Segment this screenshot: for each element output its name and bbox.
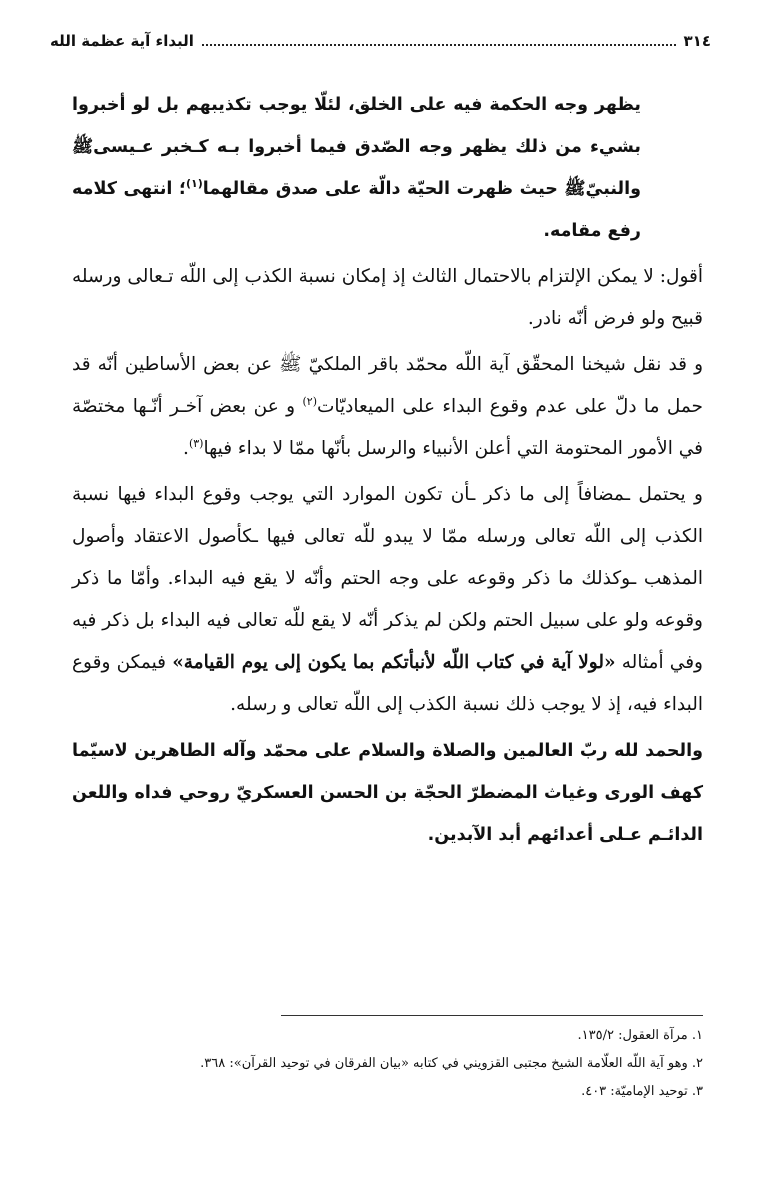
closing-paragraph [72,730,703,856]
paragraph-text-end: . [183,438,189,459]
hadith-quote: «لولا آية في كتاب اللّه لأنبأتكم بما يكون إلى يوم القيامة» [172,652,616,673]
footnote-item: ١. مرآة العقول: ١٣٥/٢. [577,1028,703,1043]
paragraph-text-tail: فيمكن وقوع البداء فيه، إذ لا يوجب ذلك نسبة الكذب إلى اللّه تعالى و رسله. [72,652,703,715]
page-body [72,84,703,860]
page-number: ٣١٤ [683,32,711,50]
body-paragraph [72,256,703,340]
paragraph-text: أقول: لا يمكن الإلتزام بالاحتمال الثالث إذ إمكان نسبة الكذب إلى اللّه تـعالى ورسله قبيح ولو فرض أنّه نادر. [72,266,703,329]
footnote-marker: (٣) [188,436,204,450]
paragraph-text-tail: ؛ انتهى كلامه رفع مقامه. [72,179,641,241]
header-leader-dots [202,32,676,46]
running-title: البداء آية عظمة الله [50,32,194,50]
page-header [50,32,711,60]
body-paragraph [72,474,703,726]
footnotes [72,1022,703,1106]
footnote-separator [281,1015,703,1016]
footnote-item: ٢. وهو آية اللّه العلّامة الشيخ مجتبى القزويني في كتابه «بيان الفرقان في توحيد القرآن»: ٣٦٨. [200,1056,703,1071]
paragraph-text: والحمد لله ربّ العالمين والصلاة والسلام على محمّد وآله الطاهرين لاسيّما كهف الورى وغياث المضطرّ الحجّة بن الحسن العسكريّ روحي فداه واللعن الدائـم عـلى أعدائهم أبد الآبدين. [72,741,703,845]
footnote-marker: (٢) [302,394,317,408]
paragraph-text: يظهر وجه الحكمة فيه على الخلق، لئلّا يوجب تكذيبهم بل لو أخبروا بشيء من ذلك يظهر وجه الصّدق فيما أخبروا بـه كـخبر عـيسىﷺ والنبيّﷺ حيث ظهرت الحيّة دالّة على صدق مقالهما [72,95,641,199]
body-paragraph [72,344,703,470]
quoted-paragraph [72,84,641,252]
paragraph-text-tail: و عن بعض آخـر أنّـها مختصّة في الأمور المحتومة التي أعلن الأنبياء والرسل بأنّها ممّا لا بداء فيها [72,396,703,459]
footnote-item: ٣. توحيد الإماميّة: ٤٠٣. [581,1084,703,1099]
paragraph-text: و قد نقل شيخنا المحقّق آية اللّه محمّد باقر الملكيّ ﷺ عن بعض الأساطين أنّه قد حمل ما دلّ على عدم وقوع البداء على الميعاديّات [72,354,703,417]
paragraph-text: و يحتمل ـمضافاً إلى ما ذكر ـأن تكون الموارد التي يوجب وقوع البداء فيها نسبة الكذب إلى اللّه تعالى ورسله ممّا لا يبدو للّه تعالى فيها ـكأصول الاعتقاد وأصول المذهب ـوكذلك ما ذكر وقوعه على وجه الحتم وأنّه لا يقع فيه البداء. وأمّا ما ذكر وقوعه ولو على سبيل الحتم ولكن لم يذكر أنّه لا يقع للّه تعالى فيه البداء بل ذكر فيه وفي أمثاله [72,484,703,673]
footnote-marker: (١) [185,177,203,191]
